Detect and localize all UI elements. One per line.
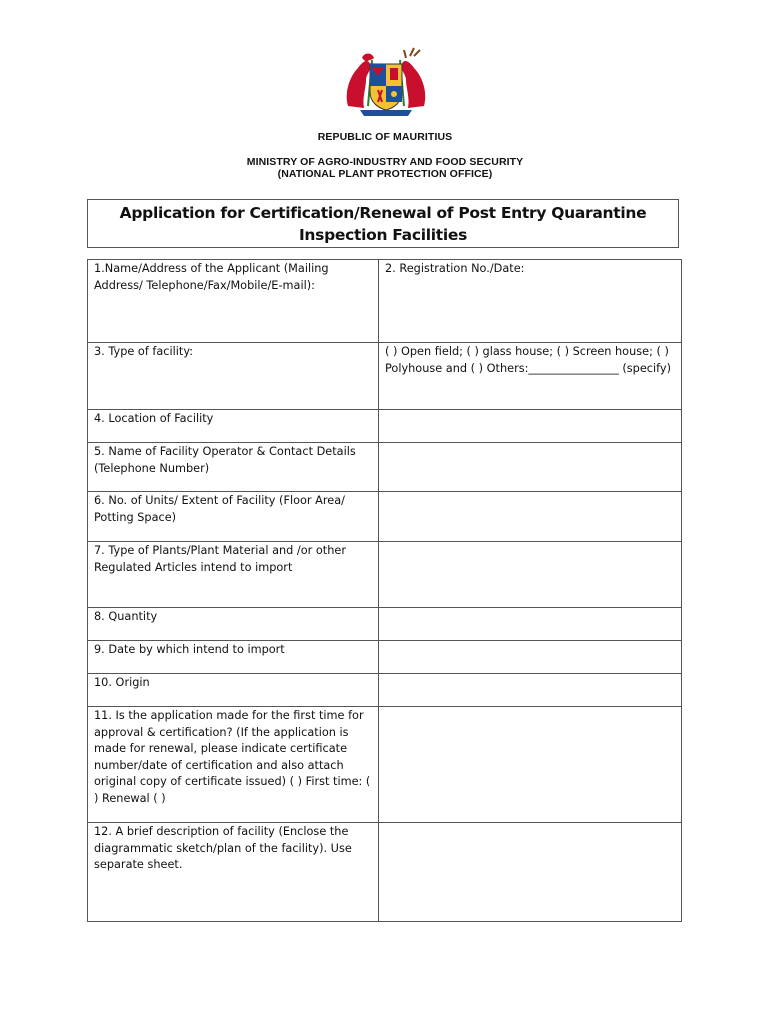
table-row [88, 707, 682, 823]
table-row [88, 641, 682, 674]
description-field[interactable] [379, 823, 682, 922]
table-row [88, 410, 682, 443]
country-heading: REPUBLIC OF MAURITIUS [317, 131, 453, 143]
table-row [88, 343, 682, 410]
units-extent-field[interactable] [379, 492, 682, 542]
first-time-label: 11. Is the application made for the first time for approval & certification? (If the application is made for renewal, please indicate certificate number/date of certification and also attach original copy of certificate issued) ( ) First time: ( ) Renewal ( ) [88, 707, 379, 823]
application-form-table [87, 259, 682, 922]
origin-label: 10. Origin [88, 674, 379, 707]
table-row [88, 492, 682, 542]
table-row [88, 260, 682, 343]
table-row [88, 608, 682, 641]
ministry-heading: MINISTRY OF AGRO-INDUSTRY AND FOOD SECURITY [246, 156, 524, 168]
table-row [88, 443, 682, 492]
facility-type-label: 3. Type of facility: [88, 343, 379, 410]
import-date-field[interactable] [379, 641, 682, 674]
table-row [88, 542, 682, 608]
location-label: 4. Location of Facility [88, 410, 379, 443]
quantity-field[interactable] [379, 608, 682, 641]
first-time-field[interactable] [379, 707, 682, 823]
operator-field[interactable] [379, 443, 682, 492]
quantity-label: 8. Quantity [88, 608, 379, 641]
form-title-text: Application for Certification/Renewal of Post Entry Quarantine Inspection Facilities [119, 203, 647, 244]
applicant-name-label: 1.Name/Address of the Applicant (Mailing Address/ Telephone/Fax/Mobile/E-mail): [88, 260, 379, 343]
plant-type-label: 7. Type of Plants/Plant Material and /or other Regulated Articles intend to import [88, 542, 379, 608]
import-date-label: 9. Date by which intend to import [88, 641, 379, 674]
table-row [88, 823, 682, 922]
location-field[interactable] [379, 410, 682, 443]
facility-type-options[interactable]: ( ) Open field; ( ) glass house; ( ) Screen house; ( ) Polyhouse and ( ) Others:________________ (specify) [379, 343, 682, 410]
plant-type-field[interactable] [379, 542, 682, 608]
registration-field[interactable]: 2. Registration No./Date: [379, 260, 682, 343]
office-heading: (NATIONAL PLANT PROTECTION OFFICE) [277, 168, 493, 180]
origin-field[interactable] [379, 674, 682, 707]
coat-of-arms-emblem [342, 46, 430, 118]
table-row [88, 674, 682, 707]
form-title [87, 199, 679, 248]
description-label: 12. A brief description of facility (Enclose the diagrammatic sketch/plan of the facility). Use separate sheet. [88, 823, 379, 922]
operator-label: 5. Name of Facility Operator & Contact Details (Telephone Number) [88, 443, 379, 492]
units-extent-label: 6. No. of Units/ Extent of Facility (Floor Area/ Potting Space) [88, 492, 379, 542]
